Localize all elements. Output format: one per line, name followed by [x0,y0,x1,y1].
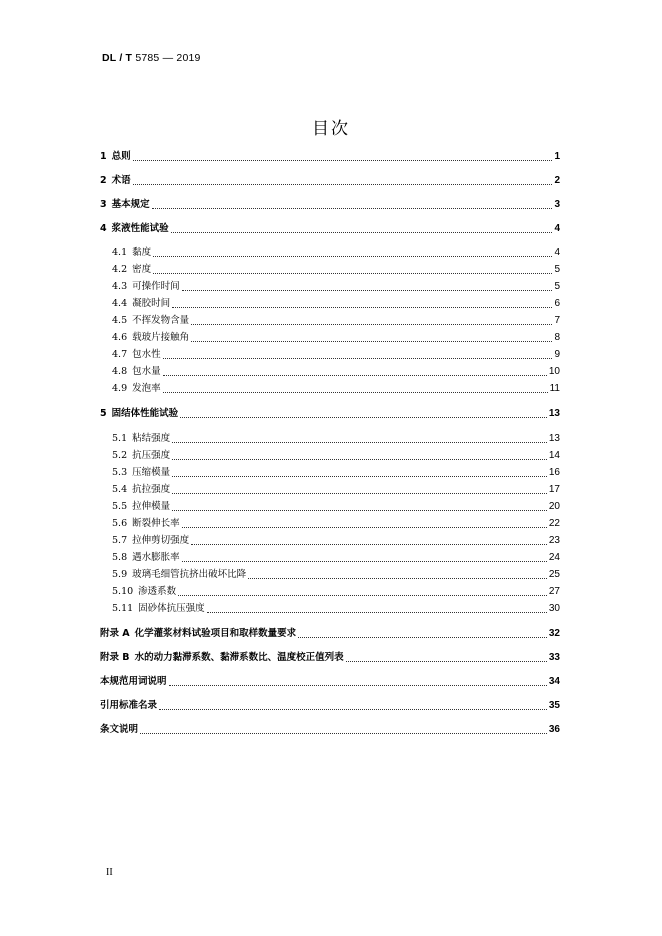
toc-entry[interactable] [100,278,560,294]
document-code-number: 5785 — 2019 [135,52,201,64]
toc-entry-title: 固砂体抗压强度 [138,603,205,614]
toc-entry-page: 20 [548,501,560,512]
toc-entry-page: 4 [554,223,560,234]
toc-entry[interactable] [100,363,560,379]
toc-entry-number: 5.5 [112,501,128,512]
toc-leader-dots [191,544,547,545]
toc-entry-page: 27 [548,586,560,597]
toc-entry-title: 断裂伸长率 [132,518,180,529]
toc-leader-dots [133,184,553,185]
toc-entry-page: 17 [548,484,560,495]
toc-entry-number: 5.4 [112,484,128,495]
toc-entry-number: 4.2 [112,264,128,275]
toc-entry-page: 9 [554,349,560,360]
toc-entry[interactable] [100,600,560,616]
toc-entry[interactable] [100,312,560,328]
toc-leader-dots [207,612,547,613]
toc-entry[interactable] [100,148,560,164]
toc-entry-page: 6 [554,298,560,309]
toc-entry[interactable] [100,549,560,565]
toc-entry-number: 5.11 [112,603,134,614]
toc-entry-title: 黏度 [132,247,152,258]
toc-entry-title: 水的动力黏滞系数、黏滞系数比、温度校正值列表 [134,652,344,663]
toc-entry[interactable] [100,346,560,362]
toc-entry-title: 总则 [111,151,131,162]
toc-entry-title: 压缩模量 [132,467,171,478]
toc-entry-title: 发泡率 [132,383,161,394]
toc-entry-page: 22 [548,518,560,529]
toc-leader-dots [140,733,547,734]
toc-entry-page: 10 [548,366,560,377]
toc-leader-dots [191,324,552,325]
toc-entry-title: 基本规定 [111,199,150,210]
toc-entry[interactable] [100,172,560,188]
toc-entry-title: 抗拉强度 [132,484,171,495]
toc-entry-number: 4.4 [112,298,128,309]
toc-entry-title: 术语 [111,175,131,186]
toc-leader-dots [298,637,547,638]
toc-entry-number: 4.1 [112,247,128,258]
toc-entry-title: 渗透系数 [138,586,177,597]
toc-leader-dots [248,578,547,579]
toc-leader-dots [159,709,547,710]
toc-entry-page: 32 [548,628,560,639]
toc-entry-number: 附录 A [100,628,130,639]
toc-entry-number: 4.8 [112,366,128,377]
page-number: II [106,867,113,878]
toc-leader-dots [152,208,553,209]
toc-leader-dots [191,341,552,342]
toc-entry[interactable] [100,430,560,446]
toc-entry-number: 5 [100,408,107,419]
toc-entry-number: 5.1 [112,433,128,444]
toc-leader-dots [169,685,547,686]
toc-leader-dots [163,375,547,376]
toc-leader-dots [171,232,553,233]
toc-entry-title: 本规范用词说明 [100,676,167,687]
toc-entry-page: 33 [548,652,560,663]
toc-entry-number: 4.3 [112,281,128,292]
toc-entry-page: 30 [548,603,560,614]
toc-entry-page: 2 [554,175,560,186]
toc-entry[interactable] [100,498,560,514]
toc-leader-dots [153,273,552,274]
toc-leader-dots [163,392,548,393]
toc-entry-title: 可操作时间 [132,281,180,292]
toc-entry[interactable] [100,329,560,345]
toc-entry-number: 4.6 [112,332,128,343]
toc-entry-page: 1 [554,151,560,162]
toc-entry-number: 5.10 [112,586,134,597]
toc-entry[interactable] [100,649,560,665]
toc-entry-title: 玻璃毛细管抗挤出破坏比降 [132,569,247,580]
toc-entry-title: 粘结强度 [132,433,171,444]
toc-leader-dots [172,442,547,443]
toc-entry-page: 34 [548,676,560,687]
toc-entry-number: 5.7 [112,535,128,546]
toc-entry-number: 5.9 [112,569,128,580]
toc-entry-page: 25 [548,569,560,580]
toc-entry-page: 11 [549,383,560,394]
toc-entry[interactable] [100,481,560,497]
toc-entry[interactable] [100,566,560,582]
toc-entry-page: 24 [548,552,560,563]
toc-entry-title: 抗压强度 [132,450,171,461]
toc-entry-number: 4.5 [112,315,128,326]
toc-entry-page: 3 [554,199,560,210]
toc-entry[interactable] [100,405,560,421]
toc-leader-dots [133,160,553,161]
toc-entry-title: 引用标准名录 [100,700,158,711]
toc-entry-title: 密度 [132,264,152,275]
document-code [102,52,201,64]
document-code-prefix: DL / T [102,52,133,64]
toc-entry-number: 附录 B [100,652,130,663]
toc-entry[interactable] [100,196,560,212]
toc-entry-page: 16 [548,467,560,478]
toc-entry-title: 浆液性能试验 [111,223,169,234]
toc-entry-title: 固结体性能试验 [111,408,179,419]
toc-entry-title: 拉伸剪切强度 [132,535,190,546]
toc-entry-number: 4 [100,223,107,234]
toc-entry[interactable] [100,295,560,311]
toc-entry-number: 5.6 [112,518,128,529]
page-title: 目次 [312,119,350,139]
toc-entry-page: 23 [548,535,560,546]
toc-leader-dots [178,595,547,596]
toc-entry[interactable] [100,583,560,599]
toc-entry[interactable] [100,220,560,236]
toc-leader-dots [153,256,552,257]
toc-entry-title: 遇水膨胀率 [132,552,180,563]
toc-entry-title: 不挥发物含量 [132,315,190,326]
toc-entry-number: 4.7 [112,349,128,360]
toc-entry[interactable] [100,697,560,713]
toc-leader-dots [172,307,552,308]
toc-entry[interactable] [100,380,560,396]
toc-entry-title: 包水性 [132,349,161,360]
toc-entry[interactable] [100,532,560,548]
toc-entry-page: 35 [548,700,560,711]
toc-leader-dots [180,417,547,418]
toc-entry-title: 拉伸模量 [132,501,171,512]
toc-entry[interactable] [100,464,560,480]
toc-entry[interactable] [100,515,560,531]
toc-entry-page: 5 [554,264,560,275]
toc-leader-dots [182,561,547,562]
toc-entry-title: 条文说明 [100,724,139,735]
toc-entry-title: 凝胶时间 [132,298,171,309]
toc-entry-page: 7 [554,315,560,326]
toc-entry-page: 13 [548,433,560,444]
toc-entry-page: 14 [548,450,560,461]
toc-entry-title: 载玻片接触角 [132,332,190,343]
toc-entry[interactable] [100,261,560,277]
toc-leader-dots [346,661,547,662]
toc-entry[interactable] [100,447,560,463]
toc-entry-number: 1 [100,151,107,162]
toc-entry-page: 13 [548,408,560,419]
toc-entry-title: 化学灌浆材料试验项目和取样数量要求 [134,628,297,639]
toc-entry-title: 包水量 [132,366,161,377]
toc-entry-number: 3 [100,199,107,210]
toc-leader-dots [172,510,547,511]
toc-entry-page: 4 [554,247,560,258]
toc-entry[interactable] [100,673,560,689]
toc-entry-number: 5.2 [112,450,128,461]
toc-entry-page: 36 [548,724,560,735]
toc-entry-number: 5.8 [112,552,128,563]
toc-leader-dots [182,527,547,528]
toc-leader-dots [172,476,547,477]
toc-entry-page: 5 [554,281,560,292]
toc-entry-number: 2 [100,175,107,186]
toc-entry[interactable] [100,721,560,737]
toc-leader-dots [163,358,553,359]
toc-leader-dots [182,290,553,291]
toc-entry-page: 8 [554,332,560,343]
toc-entry[interactable] [100,625,560,641]
toc-entry[interactable] [100,244,560,260]
toc-entry-number: 5.3 [112,467,128,478]
toc-leader-dots [172,493,547,494]
toc-entry-number: 4.9 [112,383,128,394]
toc-leader-dots [172,459,547,460]
